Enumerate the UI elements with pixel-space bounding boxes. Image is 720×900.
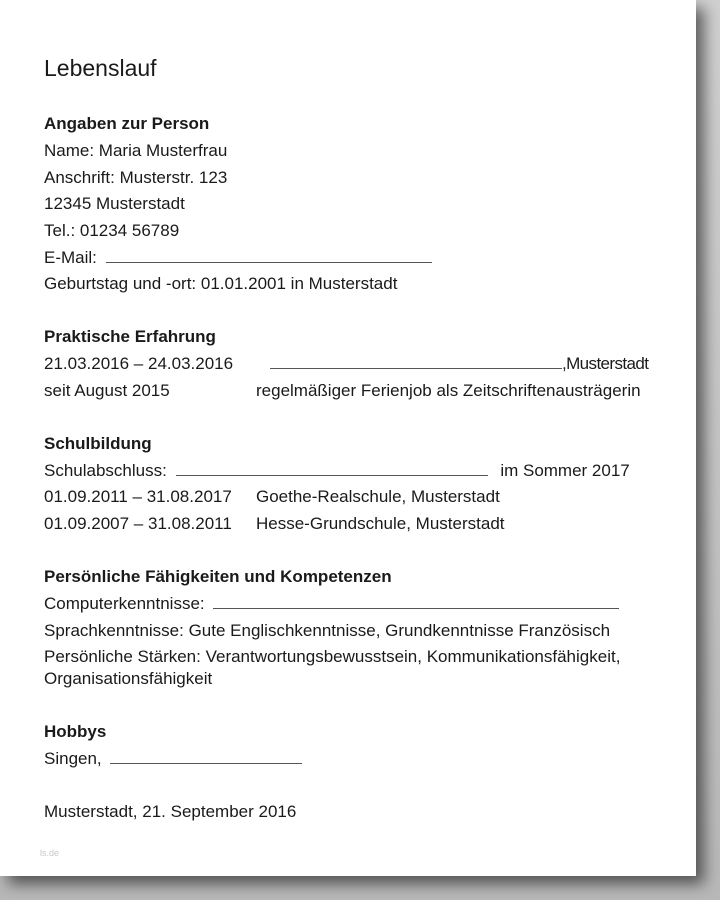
school-row-2-text: Hesse-Grundschule, Musterstadt — [256, 514, 505, 533]
experience-row-1-suffix: ,Musterstadt — [562, 354, 649, 373]
section-heading-person: Angaben zur Person — [44, 114, 210, 133]
hobbies-line — [44, 748, 302, 770]
skills-strengths-line-2: Organisationsfähigkeit — [44, 669, 213, 688]
experience-row-1-date: 21.03.2016 – 24.03.2016 — [44, 354, 234, 373]
person-email — [44, 247, 432, 269]
skills-computer-blank-line — [213, 594, 619, 609]
skills-computer — [44, 593, 619, 615]
person-phone: Tel.: 01234 56789 — [44, 221, 180, 240]
school-degree-blank-line — [176, 461, 488, 476]
skills-strengths-line-1: Persönliche Stärken: Verantwortungsbewusstsein, Kommunikationsfähigkeit, — [44, 647, 621, 666]
experience-row-2-date: seit August 2015 — [44, 381, 170, 400]
section-heading-hobbies: Hobbys — [44, 722, 107, 741]
experience-blank-line — [270, 354, 562, 369]
person-birth: Geburtstag und -ort: 01.01.2001 in Musterstadt — [44, 274, 398, 293]
section-heading-school: Schulbildung — [44, 434, 152, 453]
school-degree — [44, 460, 630, 482]
document-title: Lebenslauf — [44, 55, 157, 81]
place-date: Musterstadt, 21. September 2016 — [44, 802, 297, 821]
person-city: 12345 Musterstadt — [44, 194, 185, 213]
skills-languages: Sprachkenntnisse: Gute Englischkenntnisse, Grundkenntnisse Französisch — [44, 621, 611, 640]
experience-row-2-text: regelmäßiger Ferienjob als Zeitschriftenausträgerin — [256, 381, 641, 400]
hobbies-blank-line — [110, 749, 302, 764]
school-degree-label: Schulabschluss: — [44, 461, 167, 480]
email-label: E-Mail: — [44, 248, 97, 267]
section-heading-skills: Persönliche Fähigkeiten und Kompetenzen — [44, 567, 392, 586]
school-degree-suffix: im Sommer 2017 — [500, 461, 630, 480]
experience-row-1-text — [270, 353, 648, 375]
footer-watermark: ls.de — [40, 848, 60, 858]
section-heading-experience: Praktische Erfahrung — [44, 327, 216, 346]
person-address: Anschrift: Musterstr. 123 — [44, 168, 228, 187]
skills-computer-label: Computerkenntnisse: — [44, 594, 205, 613]
school-row-1-date: 01.09.2011 – 31.08.2017 — [44, 487, 232, 506]
school-row-1-text: Goethe-Realschule, Musterstadt — [256, 487, 500, 506]
email-blank-line — [106, 248, 432, 263]
hobbies-text: Singen, — [44, 749, 102, 768]
school-row-2-date: 01.09.2007 – 31.08.2011 — [44, 514, 232, 533]
person-name: Name: Maria Musterfrau — [44, 141, 228, 160]
